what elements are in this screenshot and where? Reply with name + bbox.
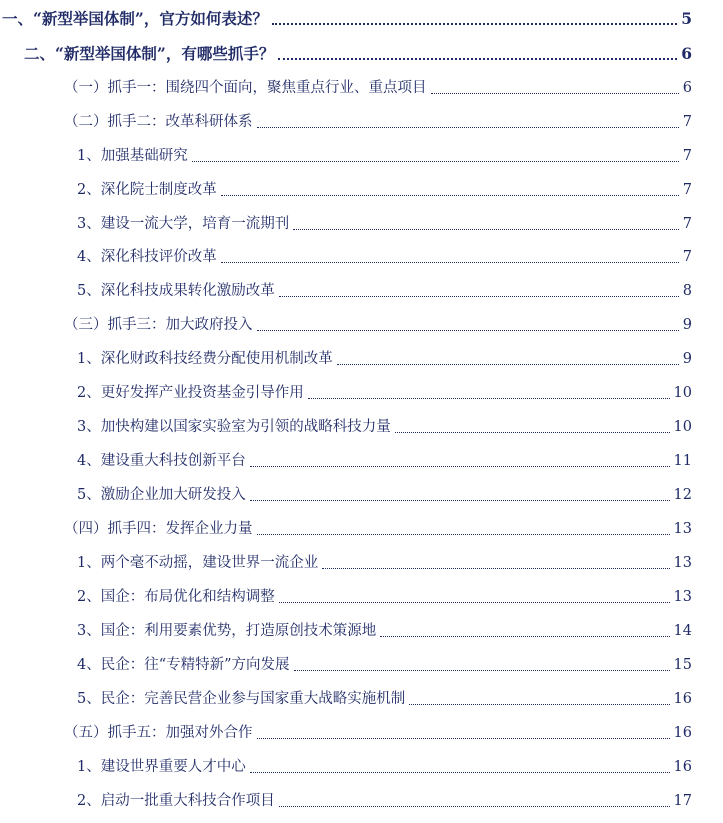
toc-page-number: 9 (682, 317, 692, 333)
toc-entry[interactable] (77, 412, 692, 438)
toc-page-number: 7 (682, 114, 692, 130)
toc-entry[interactable] (64, 107, 692, 133)
toc-page-number: 8 (682, 283, 692, 299)
dot-leader (431, 93, 679, 94)
toc-entry-label: （五）抓手五：加强对外合作 (64, 725, 253, 741)
toc-page-number: 10 (673, 385, 692, 401)
toc-entry-label: 1、建设世界重要人才中心 (77, 759, 246, 775)
toc-entry-label: 1、加强基础研究 (77, 148, 188, 164)
toc-entry[interactable] (77, 344, 692, 370)
toc-page-number: 6 (681, 44, 692, 63)
dot-leader (279, 806, 670, 807)
toc-page-number: 16 (673, 691, 692, 707)
dot-leader (272, 23, 677, 25)
dot-leader (221, 195, 679, 196)
toc-entry-label: 2、更好发挥产业投资基金引导作用 (77, 385, 304, 401)
toc-entry-label: 4、建设重大科技创新平台 (77, 453, 246, 469)
toc-page-number: 10 (673, 419, 692, 435)
dot-leader (250, 500, 670, 501)
toc-entry[interactable] (77, 684, 692, 710)
toc-entry[interactable] (77, 786, 692, 812)
toc-entry[interactable] (64, 73, 692, 99)
dot-leader (308, 398, 670, 399)
dot-leader (278, 58, 677, 60)
toc-entry-label: 5、民企：完善民营企业参与国家重大战略实施机制 (77, 691, 406, 707)
toc-entry[interactable] (77, 752, 692, 778)
dot-leader (409, 704, 669, 705)
toc-entry-label: 3、建设一流大学，培育一流期刊 (77, 216, 290, 232)
dot-leader (337, 364, 679, 365)
toc-entry-label: 2、深化院士制度改革 (77, 182, 217, 198)
dot-leader (257, 330, 679, 331)
toc-page-number: 15 (673, 657, 692, 673)
toc-page-number: 16 (673, 725, 692, 741)
toc-entry[interactable] (77, 209, 692, 235)
toc-page-number: 11 (673, 453, 692, 469)
toc-entry-label: 3、国企：利用要素优势，打造原创技术策源地 (77, 623, 377, 639)
dot-leader (279, 602, 670, 603)
toc-entry-label: （四）抓手四：发挥企业力量 (64, 521, 253, 537)
toc-entry[interactable] (77, 582, 692, 608)
toc-page-number: 14 (673, 623, 692, 639)
toc-entry[interactable] (64, 514, 692, 540)
dot-leader (293, 229, 679, 230)
toc-entry-label: （二）抓手二：改革科研体系 (64, 114, 253, 130)
toc-page-number: 5 (681, 9, 692, 28)
toc-entry[interactable] (2, 4, 692, 30)
toc-page-number: 7 (682, 182, 692, 198)
toc-entry-label: 一、“新型举国体制”，官方如何表述？ (2, 9, 268, 28)
toc-entry-label: 1、两个毫不动摇，建设世界一流企业 (77, 555, 319, 571)
toc-entry[interactable] (77, 446, 692, 472)
toc-entry-label: （一）抓手一：围绕四个面向，聚焦重点行业、重点项目 (64, 80, 427, 96)
toc-entry[interactable] (77, 650, 692, 676)
dot-leader (322, 568, 669, 569)
toc-entry-label: 3、加快构建以国家实验室为引领的战略科技力量 (77, 419, 391, 435)
dot-leader (395, 432, 670, 433)
toc-entry[interactable] (77, 480, 692, 506)
dot-leader (250, 772, 670, 773)
toc-page-number: 13 (673, 555, 692, 571)
toc-entry-label: 1、深化财政科技经费分配使用机制改革 (77, 351, 333, 367)
toc-page-number: 6 (682, 80, 692, 96)
toc-entry[interactable] (77, 378, 692, 404)
toc-entry[interactable] (64, 718, 692, 744)
toc-page-number: 9 (682, 351, 692, 367)
toc-entry[interactable] (77, 141, 692, 167)
dot-leader (257, 738, 670, 739)
toc-entry-label: 2、启动一批重大科技合作项目 (77, 793, 275, 809)
toc-page-number: 7 (682, 249, 692, 265)
toc-entry-label: 二、“新型举国体制”，有哪些抓手？ (24, 44, 275, 63)
dot-leader (279, 296, 679, 297)
toc-page-number: 12 (673, 487, 692, 503)
toc-page-number: 13 (673, 521, 692, 537)
toc-entry-label: 2、国企：布局优化和结构调整 (77, 589, 275, 605)
toc-entry[interactable] (77, 548, 692, 574)
toc-entry[interactable] (77, 175, 692, 201)
toc-entry-label: 5、深化科技成果转化激励改革 (77, 283, 275, 299)
toc-entry-label: 5、激励企业加大研发投入 (77, 487, 246, 503)
toc-page-number: 17 (673, 793, 692, 809)
dot-leader (257, 127, 679, 128)
toc-entry[interactable] (77, 616, 692, 642)
dot-leader (294, 670, 670, 671)
toc-entry[interactable] (64, 310, 692, 336)
dot-leader (250, 466, 670, 467)
toc-entry-label: 4、深化科技评价改革 (77, 249, 217, 265)
dot-leader (221, 262, 679, 263)
toc-entry[interactable] (77, 276, 692, 302)
toc-entry-label: （三）抓手三：加大政府投入 (64, 317, 253, 333)
toc-page-number: 13 (673, 589, 692, 605)
dot-leader (192, 161, 679, 162)
toc-entry-label: 4、民企：往“专精特新”方向发展 (77, 657, 290, 673)
dot-leader (380, 636, 669, 637)
toc-entry[interactable] (77, 242, 692, 268)
toc-entry[interactable] (24, 39, 692, 65)
toc-page-number: 7 (682, 216, 692, 232)
toc-page-number: 7 (682, 148, 692, 164)
toc-page-number: 16 (673, 759, 692, 775)
dot-leader (257, 534, 670, 535)
